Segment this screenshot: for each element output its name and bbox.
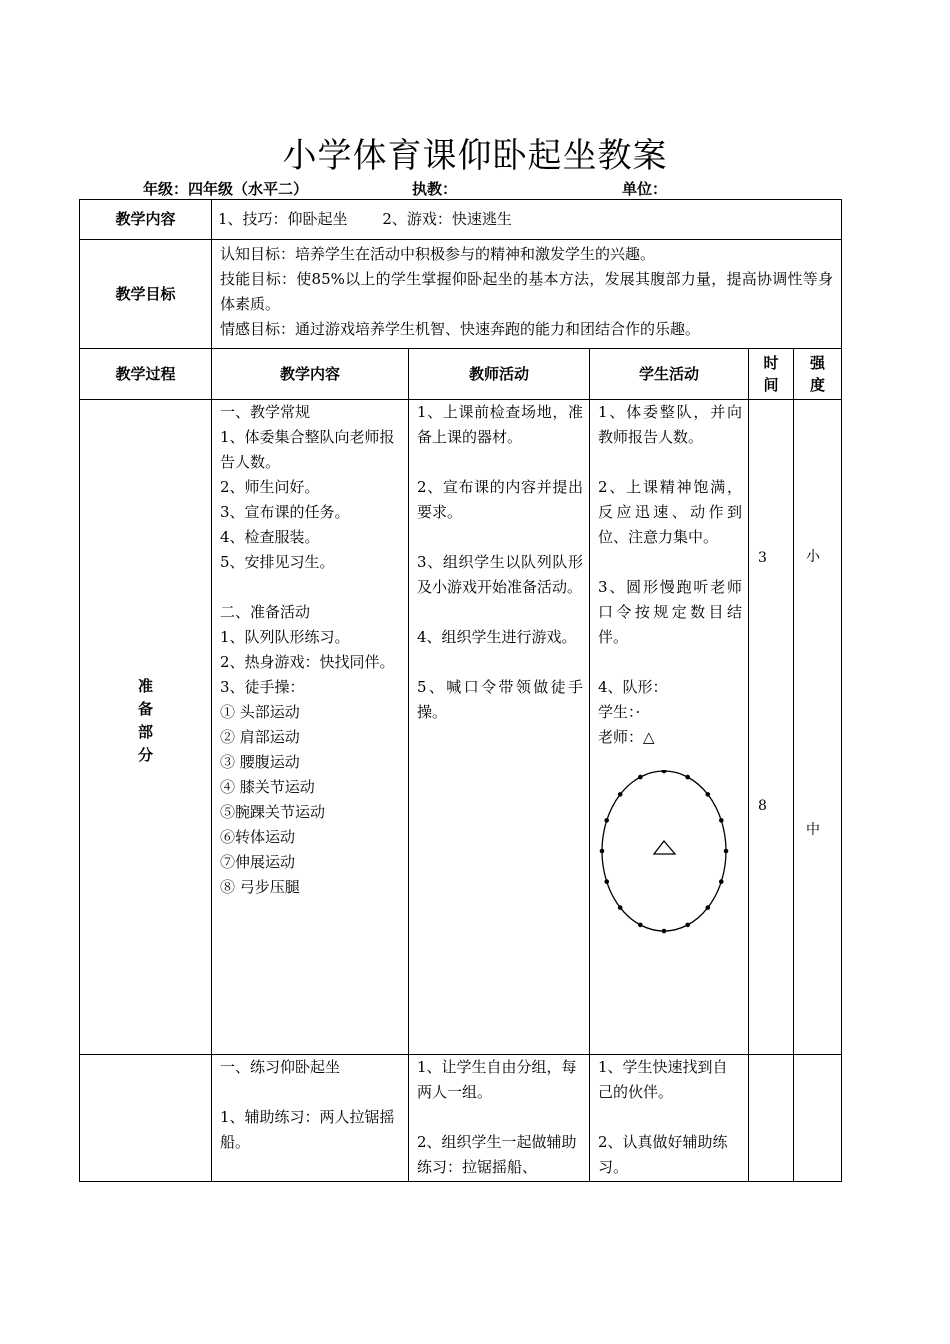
- student-dot: [685, 775, 690, 780]
- row-teaching-content: [80, 200, 842, 240]
- student-dot: [706, 792, 711, 797]
- prep-time-cell: [749, 400, 794, 1055]
- time-value: 3: [758, 550, 767, 566]
- prep-teacher-cell: [409, 400, 590, 1055]
- basic-content-cell: [212, 1055, 409, 1182]
- student-dot: [600, 849, 605, 854]
- formation-title: 4、队形：: [598, 678, 668, 696]
- teaching-content-value: 1、技巧：仰卧起坐 2、游戏：快速逃生: [212, 200, 842, 240]
- prep-label-char: 准: [137, 677, 153, 695]
- header-time: 时间: [749, 349, 794, 400]
- student-dot: [662, 770, 667, 773]
- student-dot: [604, 879, 609, 884]
- teacher-activity: 1、让学生自由分组，每两人一组。: [417, 1058, 577, 1101]
- basic-teacher-cell: [409, 1055, 590, 1182]
- basic-time-cell: [749, 1055, 794, 1182]
- teacher-activity: 2、宣布课的内容并提出要求。: [417, 478, 583, 521]
- content-line: ⑦伸展运动: [220, 853, 296, 871]
- content-line: 5、安排见习生。: [220, 553, 335, 571]
- student-dot: [685, 923, 690, 928]
- content-line: 1、体委集合整队向老师报告人数。: [220, 428, 395, 471]
- content-line: ① 头部运动: [220, 703, 300, 721]
- content-line: ⑥转体运动: [220, 828, 296, 846]
- student-dot: [604, 818, 609, 823]
- formation-students-legend: 学生：·: [598, 703, 641, 721]
- row-headers: [80, 349, 842, 400]
- header-process: 教学过程: [80, 349, 212, 400]
- formation-student-dots: [600, 770, 729, 933]
- content-line: 2、师生问好。: [220, 478, 320, 496]
- student-activity: 2、上课精神饱满，反应迅速、动作到位、注意力集中。: [598, 478, 742, 546]
- content-line: 一、教学常规: [220, 403, 311, 421]
- content-line: 1、队列队形练习。: [220, 628, 350, 646]
- teacher-activity: 1、上课前检查场地，准备上课的器材。: [417, 403, 583, 446]
- student-dot: [724, 849, 729, 854]
- content-line: 4、检查服装。: [220, 528, 320, 546]
- header-teacher-activity: 教师活动: [409, 349, 590, 400]
- content-line: 3、宣布课的任务。: [220, 503, 350, 521]
- student-activity: 1、学生快速找到自己的伙伴。: [598, 1058, 728, 1101]
- preparation-label: [80, 400, 212, 1055]
- grade-label: 年级：四年级（水平二）: [143, 180, 309, 198]
- student-dot: [662, 929, 667, 934]
- content-line: ⑤腕踝关节运动: [220, 803, 326, 821]
- content-line: ④ 膝关节运动: [220, 778, 315, 796]
- prep-label-char: 备: [137, 700, 153, 718]
- student-dot: [638, 923, 643, 928]
- lesson-plan-table: [79, 199, 842, 1182]
- row-teaching-goals: [80, 240, 842, 349]
- student-activity: 3、圆形慢跑听老师口令按规定数目结伴。: [598, 578, 742, 646]
- basic-label-cell: [80, 1055, 212, 1182]
- teacher-triangle-icon: [654, 841, 675, 854]
- basic-student-cell: [590, 1055, 749, 1182]
- content-line: ③ 腰腹运动: [220, 753, 300, 771]
- prep-label-char: 分: [137, 746, 153, 764]
- teaching-goals-label: 教学目标: [80, 240, 212, 349]
- teacher-label: 执教：: [412, 180, 458, 198]
- page-title: 小学体育课仰卧起坐教案: [282, 136, 668, 176]
- header-content: 教学内容: [212, 349, 409, 400]
- student-dot: [719, 818, 724, 823]
- teacher-activity: 5、喊口令带领做徒手操。: [417, 678, 583, 721]
- teacher-activity: 2、组织学生一起做辅助练习：拉锯摇船、: [417, 1133, 577, 1176]
- student-activity: 1、体委整队，并向教师报告人数。: [598, 403, 742, 446]
- teacher-activity: 4、组织学生进行游戏。: [417, 628, 577, 646]
- student-dot: [719, 879, 724, 884]
- student-dot: [638, 775, 643, 780]
- content-line: ② 肩部运动: [220, 728, 300, 746]
- row-basic: [80, 1055, 842, 1182]
- prep-content-cell: [212, 400, 409, 1055]
- teaching-content-label: 教学内容: [80, 200, 212, 240]
- content-line: 2、热身游戏：快找同伴。: [220, 653, 395, 671]
- header-student-activity: 学生活动: [590, 349, 749, 400]
- content-line: ⑧ 弓步压腿: [220, 878, 300, 896]
- formation-teacher-legend: 老师：△: [598, 728, 655, 746]
- student-dot: [706, 905, 711, 910]
- circle-formation-diagram: [596, 770, 736, 940]
- prep-student-cell: [590, 400, 749, 1055]
- goal-skill: 技能目标：使85%以上的学生掌握仰卧起坐的基本方法，发展其腹部力量，提高协调性等身体素质。: [220, 270, 834, 313]
- prep-label-char: 部: [137, 723, 153, 741]
- content-line: 一、练习仰卧起坐: [220, 1058, 341, 1076]
- unit-label: 单位：: [622, 180, 668, 198]
- row-preparation: [80, 400, 842, 1055]
- header-intensity: 强度: [794, 349, 842, 400]
- teaching-goals-cell: [212, 240, 842, 349]
- student-dot: [618, 905, 623, 910]
- goal-affective: 情感目标：通过游戏培养学生机智、快速奔跑的能力和团结合作的乐趣。: [220, 320, 701, 338]
- intensity-value: 小: [806, 549, 820, 565]
- goal-cognitive: 认知目标：培养学生在活动中积极参与的精神和激发学生的兴趣。: [220, 245, 656, 263]
- basic-intensity-cell: [794, 1055, 842, 1182]
- content-line: 1、辅助练习：两人拉锯摇船。: [220, 1108, 395, 1151]
- content-line: 二、准备活动: [220, 603, 311, 621]
- prep-intensity-cell: [794, 400, 842, 1055]
- time-value: 8: [758, 798, 767, 814]
- intensity-value: 中: [806, 822, 820, 838]
- student-dot: [618, 792, 623, 797]
- student-activity: 2、认真做好辅助练习。: [598, 1133, 728, 1176]
- content-line: 3、徒手操：: [220, 678, 305, 696]
- teacher-activity: 3、组织学生以队列队形及小游戏开始准备活动。: [417, 553, 583, 596]
